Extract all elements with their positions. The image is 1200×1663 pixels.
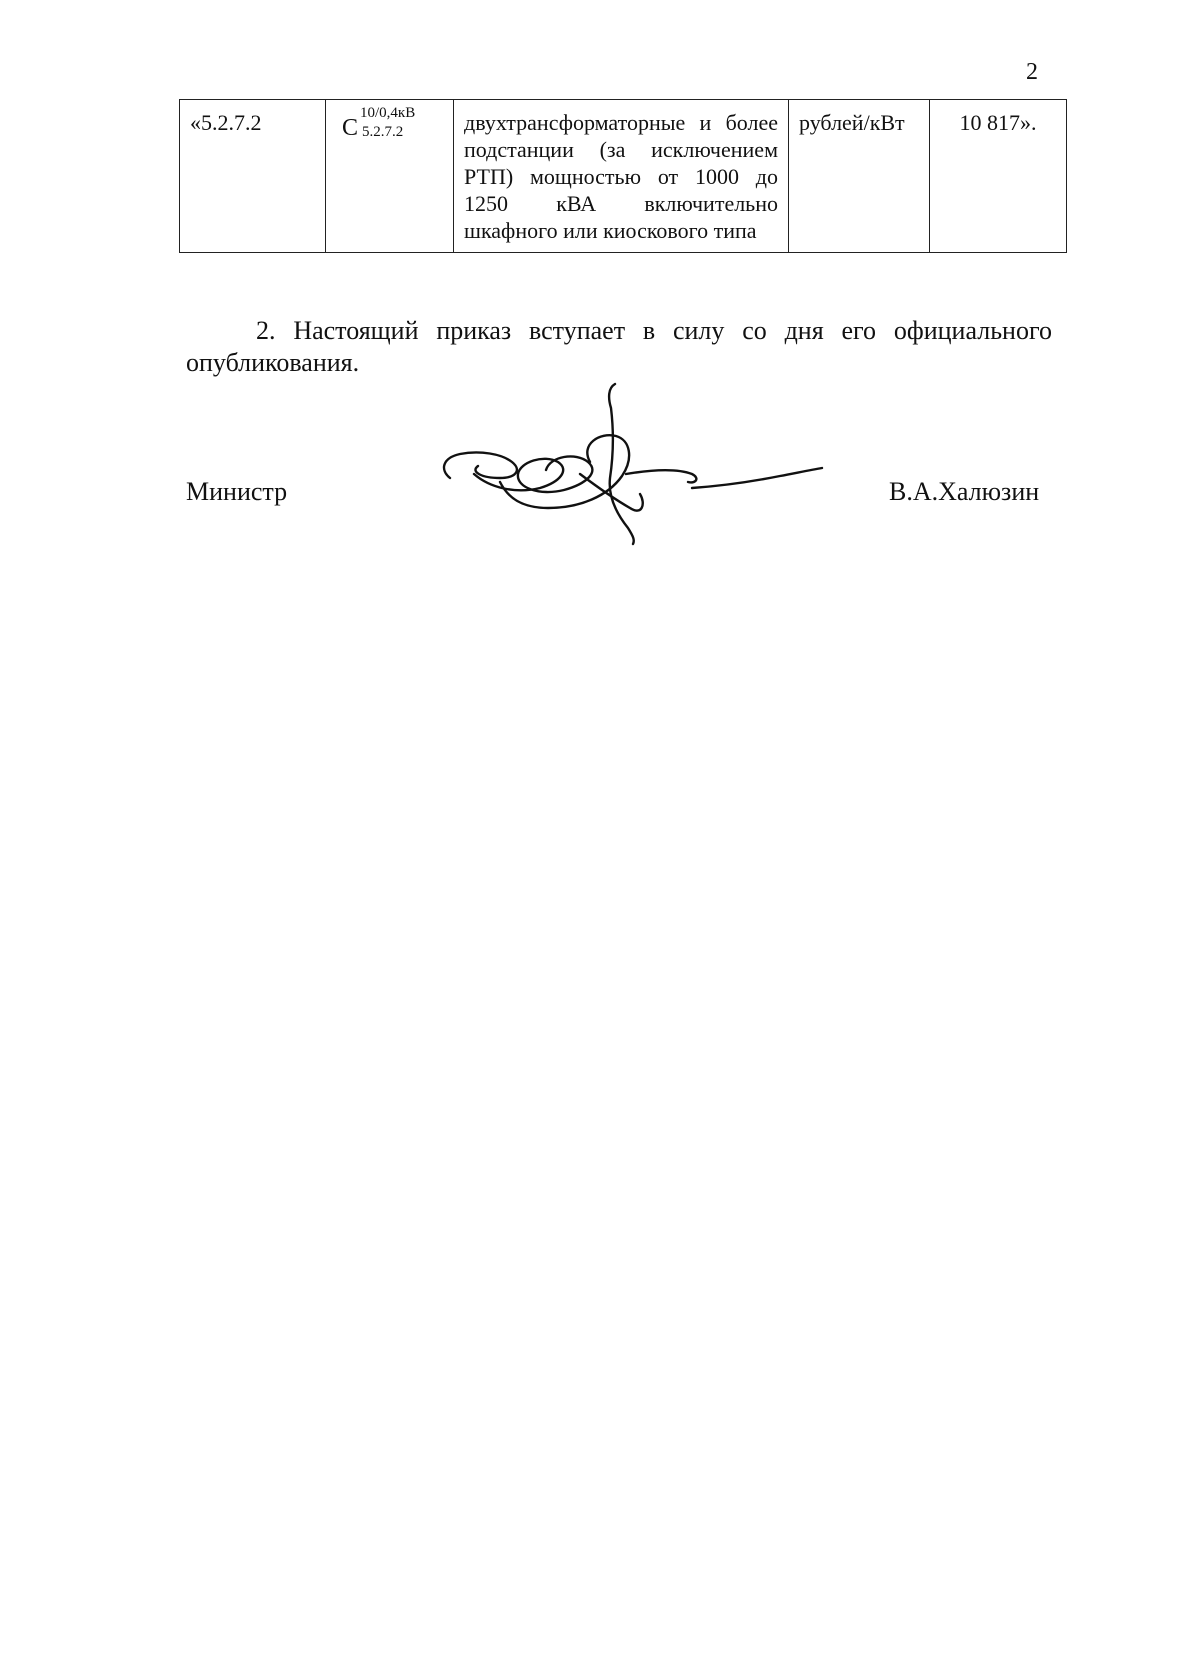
table-cell-value: 10 817». <box>930 100 1067 253</box>
table-cell-symbol <box>326 100 454 253</box>
rate-symbol-superscript: 10/0,4кВ <box>360 105 416 121</box>
rate-symbol <box>336 105 436 141</box>
rate-symbol-subscript: 5.2.7.2 <box>362 124 404 140</box>
rate-table <box>179 99 1067 253</box>
rate-symbol-base: C <box>342 115 359 141</box>
table-row <box>180 100 1067 253</box>
effective-date-paragraph: 2. Настоящий приказ вступает в силу со дня его официального опубликования. <box>186 316 1052 377</box>
table-cell-unit: рублей/кВт <box>789 100 930 253</box>
handwritten-signature-icon <box>430 378 850 548</box>
signer-name: В.А.Халюзин <box>889 477 1040 506</box>
signer-title: Министр <box>186 477 288 506</box>
table-cell-description: двухтрансформаторные и более подстанции (за исключением РТП) мощностью от 1000 до 1250 кВА включительно шкафного или киоскового типа <box>454 100 789 253</box>
table-cell-code: «5.2.7.2 <box>180 100 326 253</box>
page-number: 2 <box>1026 59 1038 85</box>
